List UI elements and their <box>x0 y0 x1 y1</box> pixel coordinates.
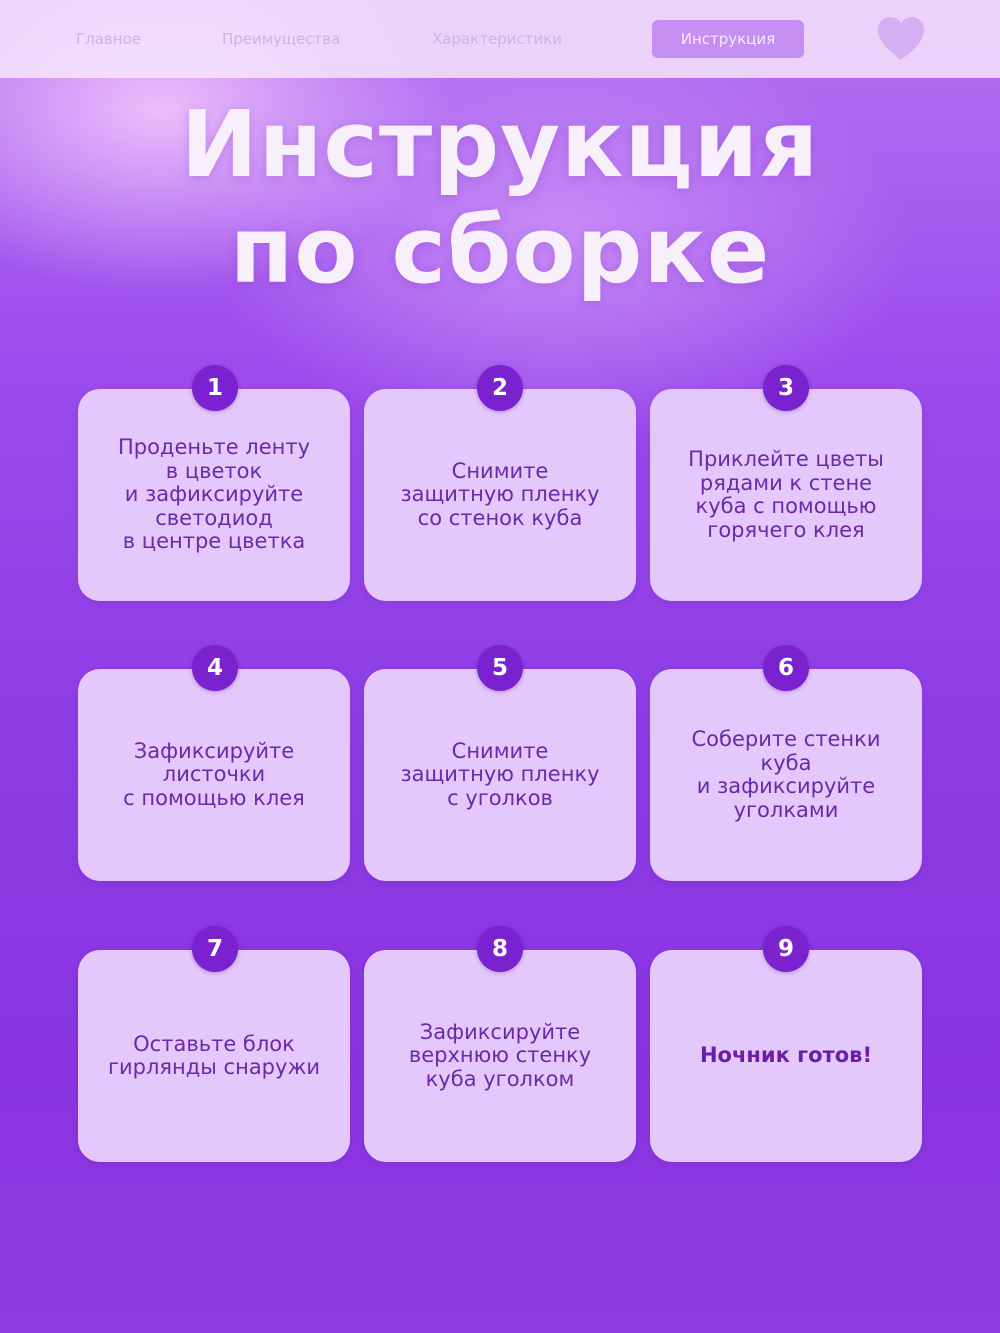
step-text: Проденьте ленту в цветок и зафиксируйте светодиод в центре цветка <box>117 435 311 554</box>
step-text: Зафиксируйте листочки с помощью клея <box>123 738 305 810</box>
nav-link-main[interactable]: Главное <box>76 30 141 48</box>
nav-link-advantages[interactable]: Преимущества <box>222 30 341 48</box>
step-card-7 <box>78 950 350 1162</box>
step-text: Соберите стенки куба и зафиксируйте уголками <box>691 727 881 822</box>
step-number-badge-5: 5 <box>477 645 523 691</box>
nav-link-specifications[interactable]: Характеристики <box>432 30 563 48</box>
title-line-1: Инструкция <box>180 91 820 198</box>
step-card-2 <box>364 389 636 601</box>
step-number-badge-4: 4 <box>192 645 238 691</box>
top-navigation <box>0 0 1000 78</box>
step-number-badge-9: 9 <box>763 926 809 972</box>
step-card-8 <box>364 950 636 1162</box>
step-card-4 <box>78 669 350 881</box>
step-text: Зафиксируйте верхнюю стенку куба уголком <box>408 1019 592 1091</box>
title-line-2: по сборке <box>229 197 771 304</box>
step-text: Приклейте цветы рядами к стене куба с помощью горячего клея <box>688 447 884 542</box>
step-text: Снимите защитную пленку со стенок куба <box>400 458 600 530</box>
step-number-badge-2: 2 <box>477 365 523 411</box>
step-card-9 <box>650 950 922 1162</box>
step-number-badge-1: 1 <box>192 365 238 411</box>
step-text: Снимите защитную пленку с уголков <box>400 738 600 810</box>
step-number-badge-6: 6 <box>763 645 809 691</box>
page-title <box>0 92 1000 304</box>
step-card-3 <box>650 389 922 601</box>
step-number-badge-3: 3 <box>763 365 809 411</box>
step-card-6 <box>650 669 922 881</box>
step-number-badge-7: 7 <box>192 926 238 972</box>
step-card-5 <box>364 669 636 881</box>
nav-link-instructions[interactable]: Инструкция <box>652 20 804 58</box>
step-number-badge-8: 8 <box>477 926 523 972</box>
heart-icon[interactable] <box>876 16 926 62</box>
step-text-final: Ночник готов! <box>699 1043 873 1068</box>
step-card-1 <box>78 389 350 601</box>
step-text: Оставьте блок гирлянды снаружи <box>107 1031 321 1079</box>
